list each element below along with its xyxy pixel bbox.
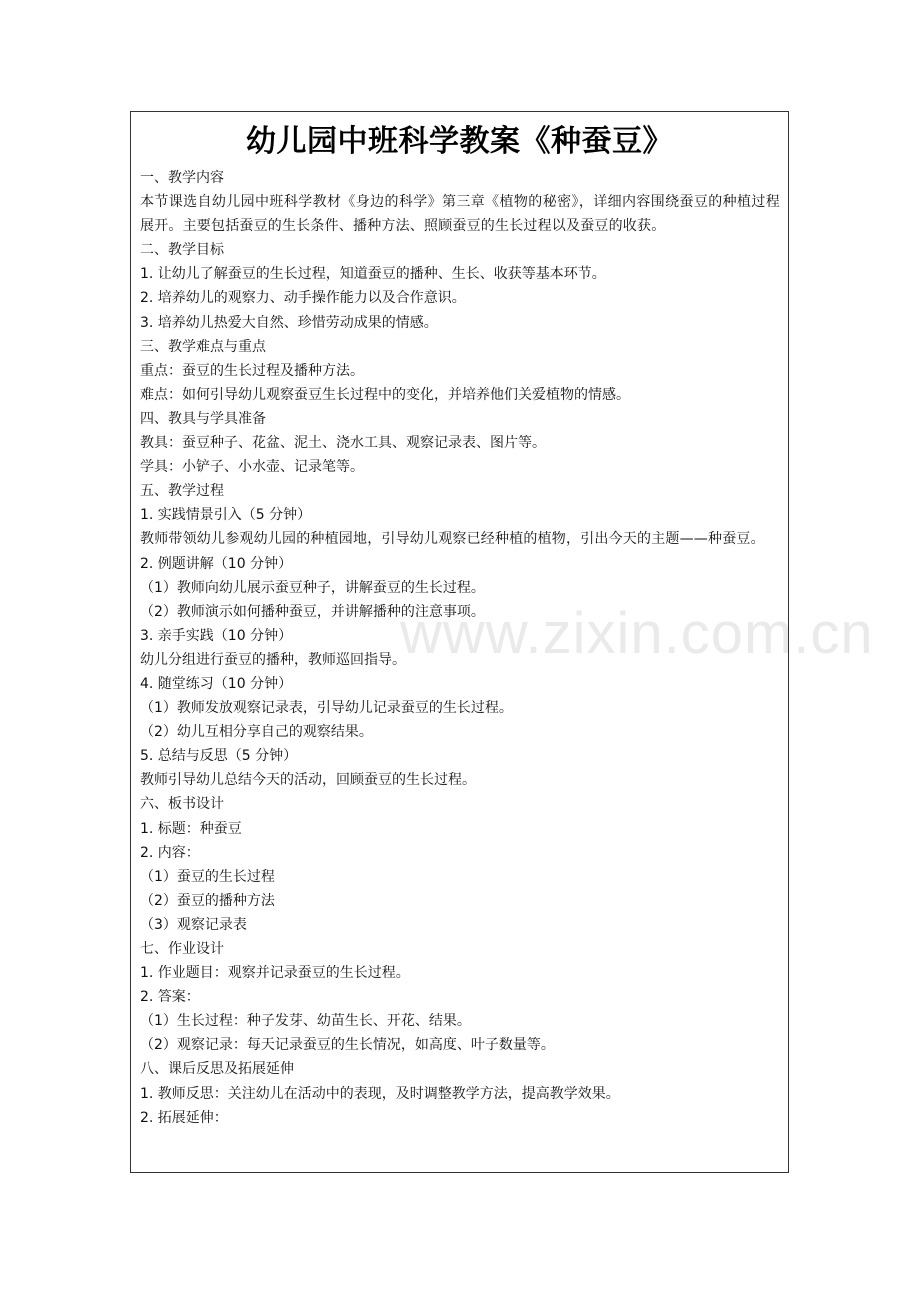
process-step-text: 教师引导幼儿总结今天的活动，回顾蚕豆的生长过程。: [140, 772, 476, 789]
extension-label: 2. 拓展延伸：: [140, 1109, 228, 1126]
board-item: （1）蚕豆的生长过程: [140, 868, 275, 885]
process-step-title: 5. 总结与反思（5 分钟）: [140, 748, 298, 765]
homework-topic: 1. 作业题目：观察并记录蚕豆的生长过程。: [140, 965, 410, 982]
board-content-label: 2. 内容：: [140, 844, 200, 861]
process-step-title: 2. 例题讲解（10 分钟）: [140, 555, 293, 572]
process-step-title: 3. 亲手实践（10 分钟）: [140, 627, 293, 644]
section-heading-key-points: 三、教学难点与重点: [140, 338, 266, 355]
process-step-title: 1. 实践情景引入（5 分钟）: [140, 507, 312, 524]
section-heading-board: 六、板书设计: [140, 796, 224, 813]
section-heading-content: 一、教学内容: [140, 170, 224, 186]
process-step-title: 4. 随堂练习（10 分钟）: [140, 675, 293, 692]
process-step-item: （2）教师演示如何播种蚕豆，并讲解播种的注意事项。: [140, 603, 485, 620]
learning-aids: 学具：小铲子、小水壶、记录笔等。: [140, 459, 364, 476]
process-step-text: 幼儿分组进行蚕豆的播种，教师巡回指导。: [140, 651, 406, 668]
document-body: [131, 165, 788, 1130]
difficulty-point: 难点：如何引导幼儿观察蚕豆生长过程中的变化，并培养他们关爱植物的情感。: [140, 386, 630, 403]
process-step-text: 教师带领幼儿参观幼儿园的种植园地，引导幼儿观察已经种植的植物，引出今天的主题——种蚕豆。: [140, 531, 765, 548]
section-heading-homework: 七、作业设计: [140, 941, 224, 957]
process-step-item: （1）教师发放观察记录表，引导幼儿记录蚕豆的生长过程。: [140, 700, 513, 717]
document-table-cell: [130, 111, 789, 1173]
objective-item: 3. 培养幼儿热爱大自然、珍惜劳动成果的情感。: [140, 314, 438, 331]
board-title: 1. 标题：种蚕豆: [140, 820, 242, 837]
process-step-item: （1）教师向幼儿展示蚕豆种子，讲解蚕豆的生长过程。: [140, 579, 485, 596]
section-heading-materials: 四、教具与学具准备: [140, 410, 266, 427]
section-heading-objectives: 二、教学目标: [140, 242, 224, 259]
content-paragraph: 本节课选自幼儿园中班科学教材《身边的科学》第三章《植物的秘密》，详细内容围绕蚕豆的种植过程展开。主要包括蚕豆的生长条件、播种方法、照顾蚕豆的生长过程以及蚕豆的收获。: [140, 194, 780, 235]
teaching-aids: 教具：蚕豆种子、花盆、泥土、浇水工具、观察记录表、图片等。: [140, 435, 546, 452]
objective-item: 1. 让幼儿了解蚕豆的生长过程，知道蚕豆的播种、生长、收获等基本环节。: [140, 266, 606, 283]
homework-answer: （1）生长过程：种子发芽、幼苗生长、开花、结果。: [140, 1013, 471, 1030]
board-item: （3）观察记录表: [140, 916, 247, 933]
key-point: 重点：蚕豆的生长过程及播种方法。: [140, 362, 364, 379]
watermark-text: www.zixin.com.cn: [400, 601, 874, 666]
homework-answer: （2）观察记录：每天记录蚕豆的生长情况，如高度、叶子数量等。: [140, 1037, 555, 1054]
section-heading-reflection: 八、课后反思及拓展延伸: [140, 1061, 294, 1078]
process-step-item: （2）幼儿互相分享自己的观察结果。: [140, 724, 373, 741]
homework-answer-label: 2. 答案：: [140, 989, 200, 1006]
objective-item: 2. 培养幼儿的观察力、动手操作能力以及合作意识。: [140, 290, 466, 307]
board-item: （2）蚕豆的播种方法: [140, 892, 275, 909]
document-title: 幼儿园中班科学教案《种蚕豆》: [246, 124, 673, 159]
teacher-reflection: 1. 教师反思：关注幼儿在活动中的表现，及时调整教学方法，提高教学效果。: [140, 1085, 620, 1102]
section-heading-process: 五、教学过程: [140, 483, 224, 500]
